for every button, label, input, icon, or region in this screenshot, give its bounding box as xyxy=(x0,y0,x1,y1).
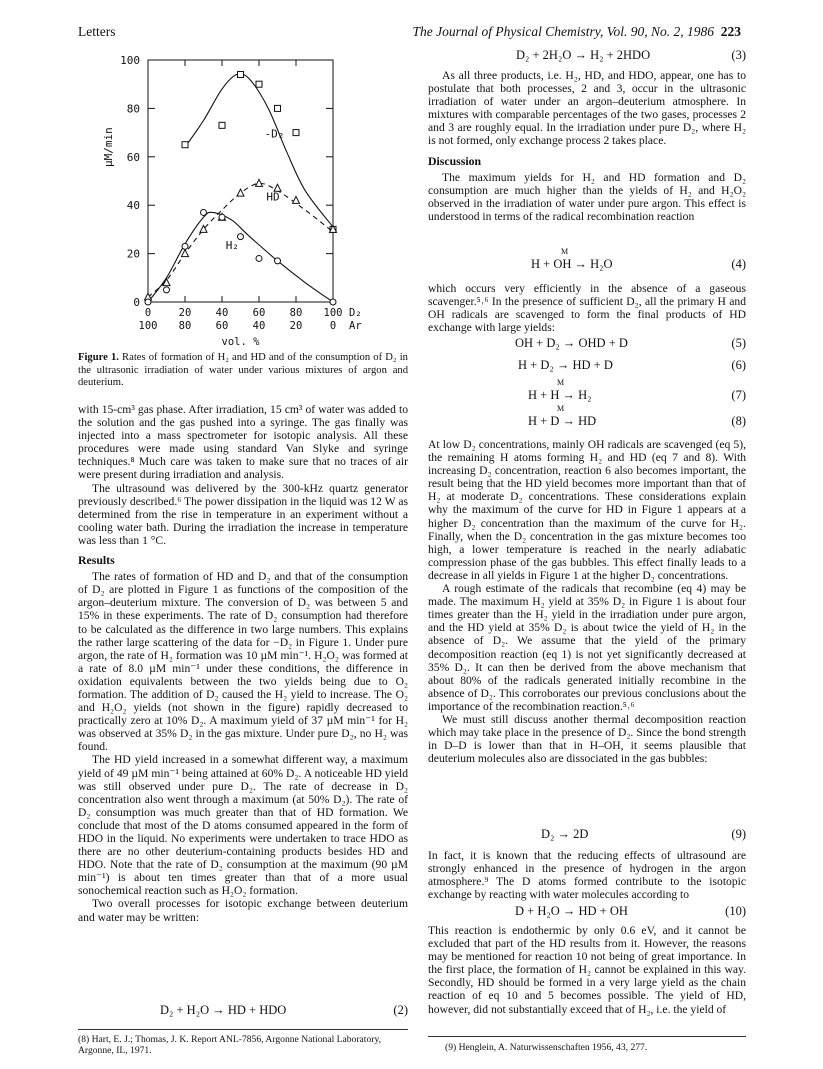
curve-0 xyxy=(185,74,333,227)
figure-caption xyxy=(78,352,408,390)
paragraph-endothermic: This reaction is endothermic by only 0.6 eV, and it cannot be excluded that part of the HD results from it. However, the reasons may be mentioned for reaction 10 not being of great importance. In the first place, the formation of H₂ cannot be explained in this way. Secondly, HD should be formed in a very large yield as the chain reaction of eq 10 and 5 becomes possible. The yield of HD, however, did not substantially exceed that of H₂, i.e. the yield of xyxy=(428,924,746,1016)
equation-3-number: (3) xyxy=(731,48,746,62)
x-row-label-d2: D₂ xyxy=(349,307,362,319)
data-point-h2 xyxy=(182,243,188,249)
data-point-h2 xyxy=(164,287,170,293)
paragraph-processes: As all three products, i.e. H₂, HD, and HDO, appear, one has to postulate that both processes, 2 and 3, occur in the ultrasonic irradiation of water under an argon–deuterium atmosphere. In mixtures with comparable percentages of the two gases, processes 2 and 3 are roughly equal. In the irradiation under pure D₂, where H₂ is not formed, only exchange process 2 takes place. xyxy=(428,69,746,148)
data-point-d2 xyxy=(238,72,244,78)
paragraph-results-3: Two overall processes for isotopic exchange between deuterium and water may be written: xyxy=(78,897,408,924)
figure-1-chart xyxy=(78,40,408,352)
equation-3-formula: D₂ + 2H₂O → H₂ + 2HDO xyxy=(516,48,651,62)
data-point-d2 xyxy=(275,105,281,111)
data-point-hd xyxy=(237,189,244,196)
figure-caption-label: Figure 1. xyxy=(78,352,119,363)
footnote-8: (8) Hart, E. J.; Thomas, J. K. Report ANL-7856, Argonne National Laboratory, Argonne, IL, 1971. xyxy=(78,1034,382,1056)
running-header-left: Letters xyxy=(78,24,116,39)
series-label-h2: H₂ xyxy=(225,238,239,252)
paragraph-results-1: The rates of formation of HD and D₂ and that of the consumption of D₂ are plotted in Figure 1 as functions of the composition of the argon–deuterium mixture. The conversion of D₂ was between 5 and 15% in these experiments. The rate of D₂ consumption had therefore to be calculated as the difference in two large numbers. This explains the rather large scattering of the data for −D₂ in Figure 1. Under pure argon, the rate of H₂ formation was 10 µM min⁻¹. H₂O₂ was formed at a rate of 8.0 µM min⁻¹ under these conditions, the difference in oxidation equivalents between the two yields being due to O₂ formation. The addition of D₂ caused the H₂ yield to increase. The O₂ and H₂O₂ yields (not shown in the figure) rapidly decreased to practically zero at 10% D₂. A maximum yield of 37 µM min⁻¹ for H₂ was observed at 35% D₂ in the gas mixture. Under pure D₂, no H₂ was found. xyxy=(78,570,408,754)
footnote-rule-right xyxy=(428,1036,746,1037)
x-tick-label-ar: 60 xyxy=(215,320,229,332)
right-column-body-5 xyxy=(428,924,746,1016)
paragraph-scavenger: which occurs very efficiently in the absence of a gaseous scavenger.⁵˒⁶ In the presence of sufficient D₂, all the primary H and OH radicals are scavenged to form the final products of HD exchange with large yields: xyxy=(428,282,746,335)
series-label-hd: HD xyxy=(266,190,280,204)
data-point-h2 xyxy=(256,255,262,261)
equation-7 xyxy=(428,378,746,404)
section-heading-discussion: Discussion xyxy=(428,153,482,168)
paragraph-results-2: The HD yield increased in a somewhat different way, a maximum yield of 49 µM min⁻¹ being attained at 60% D₂. A noticeable HD yield was still observed under pure D₂. The rate of decrease in D₂ concentration also went through a maximum (at 50% D₂). The rate of D₂ consumption was much greater than that of HD formation. We conclude that most of the D atoms consumed appeared in the form of HDO in the liquid. No experiments were undertaken to trace HDO as there are no other deuterium-containing products besides HD and HDO. Note that the rate of D₂ consumption at the maximum (90 µM min⁻¹) is about ten times greater than that of a more usual sonochemical reaction such as H₂O₂ formation. xyxy=(78,753,408,898)
data-point-h2 xyxy=(219,214,225,220)
right-column-body-2 xyxy=(428,282,746,334)
paragraph-low-concentration: At low D₂ concentrations, mainly OH radicals are scavenged (eq 5), the remaining H atoms forming H₂ and HD (eq 7 and 8). With increasing D₂ concentration, reaction 6 also becomes important, the result being that the HD yield becomes more important than that of H₂ at moderate D₂ concentrations. These considerations explain why the maximum of the curve for HD in Figure 1 appears at a higher D₂ concentration than the maximum of the curve for H₂. Finally, when the D₂ concentration in the gas mixture becomes too high, a lower temperature is reached in the nearly adiabatic compression phase of the gas bubbles. This effect finally leads to a decrease in all yields in Figure 1 at the higher D₂ concentrations. xyxy=(428,438,746,582)
equation-4-number: (4) xyxy=(731,257,746,271)
equation-7-m: M xyxy=(557,378,565,387)
series-label-d2: -D₂ xyxy=(264,127,285,141)
figure-caption-text: Rates of formation of H₂ and HD and of the consumption of D₂ in the ultrasonic irradiation of water under various mixtures of argon and deuterium. xyxy=(78,352,408,388)
x-tick-label-d2: 0 xyxy=(144,307,152,319)
equation-7-number: (7) xyxy=(731,388,746,402)
curve-1 xyxy=(148,183,333,297)
x-tick-label-ar: 80 xyxy=(178,320,192,332)
footnote-9: (9) Henglein, A. Naturwissenschaften 1956, 43, 277. xyxy=(445,1042,648,1053)
journal-citation: The Journal of Physical Chemistry, Vol. 90, No. 2, 1986 xyxy=(412,24,714,39)
y-tick-label: 60 xyxy=(126,150,140,164)
x-tick-label-ar: 100 xyxy=(138,320,158,332)
equation-3 xyxy=(428,48,746,64)
equation-9-formula: D₂ → 2D xyxy=(541,827,589,841)
x-tick-label-ar: 0 xyxy=(329,320,337,332)
footnote-rule-left xyxy=(78,1029,408,1030)
x-tick-label-d2: 60 xyxy=(252,307,266,319)
equation-5-number: (5) xyxy=(731,336,746,350)
paragraph-thermal: We must still discuss another thermal decomposition reaction which may take place in the presence of D₂. Since the bond strength in D–D is lower than that in H–OH, it seems plausible that deuterium molecules also are dissociated in the gas bubbles: xyxy=(428,712,746,766)
y-tick-label: 80 xyxy=(126,102,140,116)
data-point-hd xyxy=(293,196,300,203)
paragraph-ultrasound: The ultrasound was delivered by the 300-kHz quartz generator previously described.⁶ The power dissipation in the liquid was 12 W as determined from the rise in temperature in an experiment without a cooling water bath. During the irradiation the increase in temperature was less than 1 °C. xyxy=(78,481,408,547)
data-point-d2 xyxy=(256,81,262,87)
x-row-label-ar: Ar xyxy=(349,320,362,332)
data-point-h2 xyxy=(201,209,207,215)
equation-2 xyxy=(78,1003,408,1019)
data-point-h2 xyxy=(330,299,336,305)
equation-8 xyxy=(428,404,746,430)
right-column-body-1 xyxy=(428,69,746,223)
equation-8-formula: H + D → HD xyxy=(528,414,597,428)
right-column-body-4 xyxy=(428,849,746,901)
x-tick-label-d2: 100 xyxy=(323,307,343,319)
figure-1 xyxy=(78,40,408,352)
y-tick-label: 40 xyxy=(126,199,140,213)
x-tick-label-d2: 40 xyxy=(215,307,229,319)
left-column-body xyxy=(78,403,408,924)
right-column-body-3 xyxy=(428,438,746,765)
y-tick-label: 20 xyxy=(126,247,140,261)
equation-10-formula: D + H₂O → HD + OH xyxy=(515,904,628,918)
equation-2-number: (2) xyxy=(393,1003,408,1017)
equation-4-formula: H + OH → H₂O xyxy=(531,257,613,271)
equation-10-number: (10) xyxy=(725,904,746,918)
data-point-hd xyxy=(182,250,189,257)
y-axis-label: µM/min xyxy=(102,127,115,167)
equation-5-formula: OH + D₂ → OHD + D xyxy=(515,336,628,350)
equation-10 xyxy=(428,904,746,920)
equation-6 xyxy=(428,358,746,374)
data-point-h2 xyxy=(275,258,281,264)
equation-7-formula: H + H → H₂ xyxy=(528,388,592,402)
data-point-d2 xyxy=(293,130,299,136)
y-tick-label: 100 xyxy=(120,54,140,67)
curve-2 xyxy=(148,212,333,302)
equation-4-m: M xyxy=(561,247,569,256)
page-number: 223 xyxy=(720,24,741,39)
equation-9-number: (9) xyxy=(731,827,746,841)
x-tick-label-ar: 40 xyxy=(252,320,266,332)
paragraph-method-end: with 15-cm³ gas phase. After irradiation, 15 cm³ of water was added to the solution and the gas pushed into a syringe. The gas finally was injected into a mass spectrometer for isotopic analysis. All these procedures were made using standard Van Slyke and syringe techniques.⁸ Much care was taken to make sure that no traces of air were present during irradiation and analysis. xyxy=(78,403,408,482)
paragraph-reducing: In fact, it is known that the reducing effects of ultrasound are strongly enhanced in the presence of hydrogen in the argon atmosphere.⁹ The D atoms formed contribute to the isotopic exchange by reacting with water molecules according to xyxy=(428,849,746,902)
paragraph-estimate: A rough estimate of the radicals that recombine (eq 4) may be made. The maximum H₂ yield at 35% D₂ in Figure 1 is about four times greater than the H₂ yield in the irradiation under pure argon, and the HD yield at 35% D₂ is about twice the yield of H₂ in the absence of D₂. We assume that the yield of the primary decomposition reaction (eq 1) is not yet significantly decreased at 35% D₂. It can then be derived from the above mechanism that about 80% of the radicals generated initially recombine in the absence of D₂. This corroborates our previous conclusions about the importance of the recombination reaction.⁵˒⁶ xyxy=(428,582,746,713)
data-point-d2 xyxy=(182,142,188,148)
section-heading-results: Results xyxy=(78,553,115,568)
equation-2-formula: D₂ + H₂O → HD + HDO xyxy=(160,1003,287,1017)
equation-9 xyxy=(428,827,746,843)
x-tick-label-d2: 20 xyxy=(178,307,192,319)
equation-5 xyxy=(428,336,746,352)
equation-8-number: (8) xyxy=(731,414,746,428)
equation-6-number: (6) xyxy=(731,358,746,372)
equation-4 xyxy=(428,247,746,273)
x-tick-label-d2: 80 xyxy=(289,307,303,319)
y-tick-label: 0 xyxy=(133,296,140,309)
paragraph-discussion-1: The maximum yields for H₂ and HD formation and D₂ consumption are much higher than the yields of H₂ and H₂O₂ observed in the irradiation of water under pure argon. This effect is understood in terms of the radical recombination reaction xyxy=(428,170,746,223)
x-axis-label: vol. % xyxy=(221,336,260,348)
x-tick-label-ar: 20 xyxy=(289,320,303,332)
equation-6-formula: H + D₂ → HD + D xyxy=(518,358,613,372)
data-point-h2 xyxy=(145,299,151,305)
equation-8-m: M xyxy=(557,404,565,413)
running-header-right xyxy=(413,24,742,40)
plot-frame xyxy=(148,60,333,302)
data-point-d2 xyxy=(219,122,225,128)
